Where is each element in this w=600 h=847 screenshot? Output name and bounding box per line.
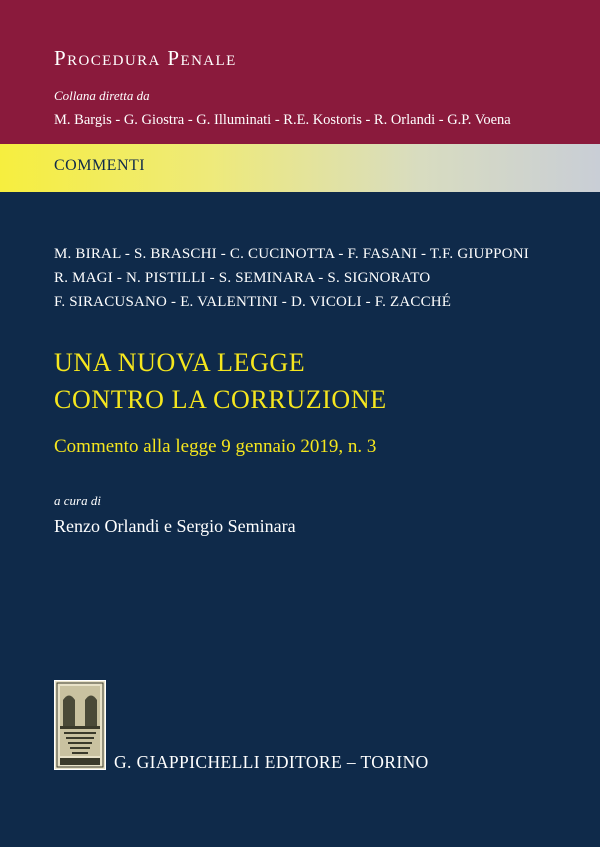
- book-title: [54, 344, 387, 418]
- authors-line: R. MAGI - N. PISTILLI - S. SEMINARA - S. SIGNORATO: [54, 270, 431, 286]
- category-band: [0, 144, 600, 192]
- series-editors: M. Bargis - G. Giostra - G. Illuminati - R.E. Kostoris - R. Orlandi - G.P. Voena: [54, 112, 511, 128]
- authors-line: M. BIRAL - S. BRASCHI - C. CUCINOTTA - F. FASANI - T.F. GIUPPONI: [54, 246, 529, 262]
- authors-line: F. SIRACUSANO - E. VALENTINI - D. VICOLI - F. ZACCHÉ: [54, 294, 452, 310]
- publisher-logo-icon: [54, 680, 106, 770]
- cover-main: [0, 192, 600, 847]
- curators-names: Renzo Orlandi e Sergio Seminara: [54, 516, 296, 536]
- curated-by-label: a cura di: [54, 493, 101, 508]
- authors-list: [54, 242, 529, 314]
- publisher-name: G. GIAPPICHELLI EDITORE – TORINO: [114, 752, 429, 772]
- category-label: COMMENTI: [54, 157, 146, 174]
- series-title: Procedura Penale: [54, 46, 237, 70]
- book-title-line: CONTRO LA CORRUZIONE: [54, 385, 387, 414]
- book-subtitle: Commento alla legge 9 gennaio 2019, n. 3: [54, 436, 377, 457]
- book-title-line: UNA NUOVA LEGGE: [54, 348, 306, 377]
- series-header: [0, 0, 600, 144]
- series-subtitle: Collana diretta da: [54, 88, 150, 103]
